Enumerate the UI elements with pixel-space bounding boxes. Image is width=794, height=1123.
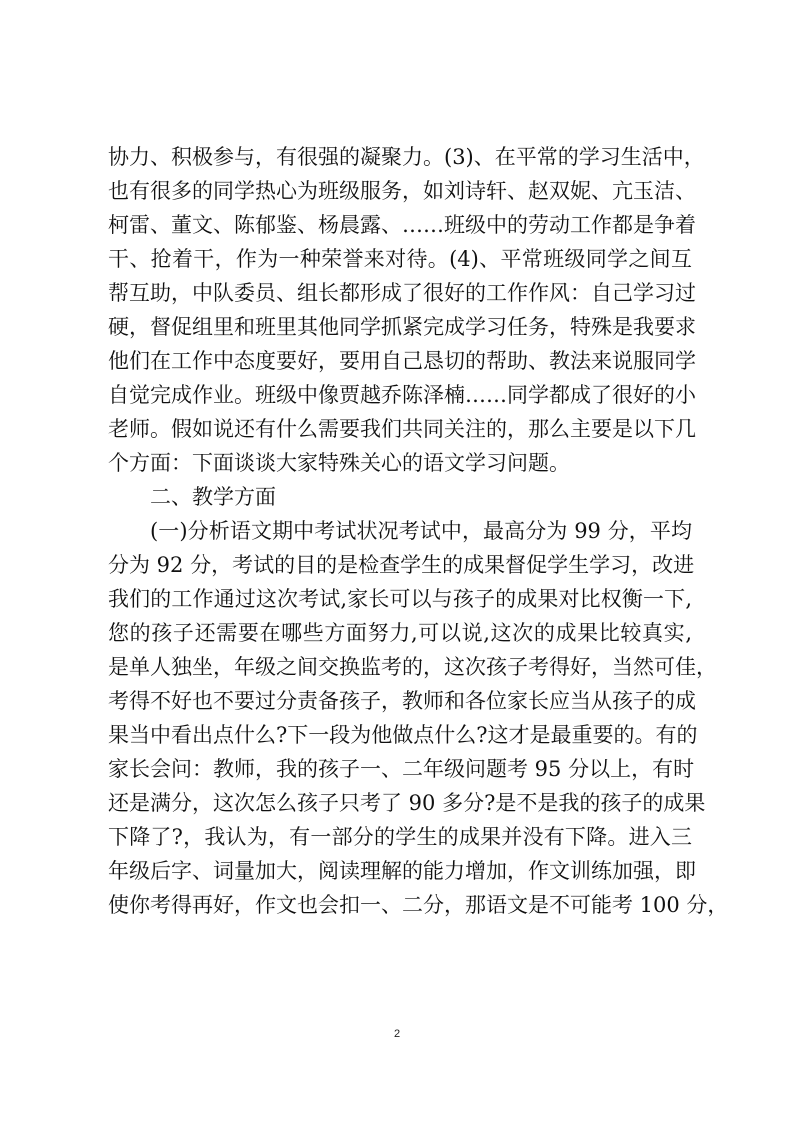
text-line: 也有很多的同学热心为班级服务，如刘诗轩、赵双妮、亢玉洁、 <box>108 179 696 203</box>
text-line: 使你考得再好，作文也会扣一、二分，那语文是不可能考 100 分， <box>108 893 729 917</box>
text-line: 是单人独坐，年级之间交换监考的，这次孩子考得好，当然可佳， <box>108 655 717 679</box>
text-line: 干、抢着干，作为一种荣誉来对待。(4)、平常班级同学之间互 <box>108 247 692 271</box>
text-line: 年级后字、词量加大，阅读理解的能力增加，作文训练加强，即 <box>108 859 696 883</box>
text-line: 个方面：下面谈谈大家特殊关心的语文学习问题。 <box>108 451 570 475</box>
text-line: 我们的工作通过这次考试,家长可以与孩子的成果对比权衡一下, <box>108 587 692 611</box>
section-heading: 二、教学方面 <box>150 485 276 509</box>
text-line: 硬，督促组里和班里其他同学抓紧完成学习任务，特殊是我要求 <box>108 315 696 339</box>
text-line: 自觉完成作业。班级中像贾越乔陈泽楠……同学都成了很好的小 <box>108 383 696 407</box>
text-line: 帮互助，中队委员、组长都形成了很好的工作作风：自己学习过 <box>108 281 696 305</box>
text-line: 还是满分，这次怎么孩子只考了 90 多分?是不是我的孩子的成果 <box>108 791 706 815</box>
text-line: 考得不好也不要过分责备孩子，教师和各位家长应当从孩子的成 <box>108 689 696 713</box>
text-line: 协力、积极参与，有很强的凝聚力。(3)、在平常的学习生活中， <box>108 145 705 169</box>
text-line: 老师。假如说还有什么需要我们共同关注的，那么主要是以下几 <box>108 417 696 441</box>
text-line: 下降了?，我认为，有一部分的学生的成果并没有下降。进入三 <box>108 825 692 849</box>
text-line: 家长会问：教师，我的孩子一、二年级问题考 95 分以上，有时 <box>108 757 695 781</box>
text-line: (一)分析语文期中考试状况考试中，最高分为 99 分，平均 <box>150 519 692 543</box>
text-line: 您的孩子还需要在哪些方面努力,可以说,这次的成果比较真实, <box>108 621 692 645</box>
text-line: 果当中看出点什么?下一段为他做点什么?这才是最重要的。有的 <box>108 723 698 747</box>
page-number: 2 <box>393 1028 401 1040</box>
text-line: 柯雷、董文、陈郁鉴、杨晨露、……班级中的劳动工作都是争着 <box>108 213 696 237</box>
text-line: 分为 92 分，考试的目的是检查学生的成果督促学生学习，改进 <box>108 553 695 577</box>
text-line: 他们在工作中态度要好，要用自己恳切的帮助、教法来说服同学 <box>108 349 696 373</box>
